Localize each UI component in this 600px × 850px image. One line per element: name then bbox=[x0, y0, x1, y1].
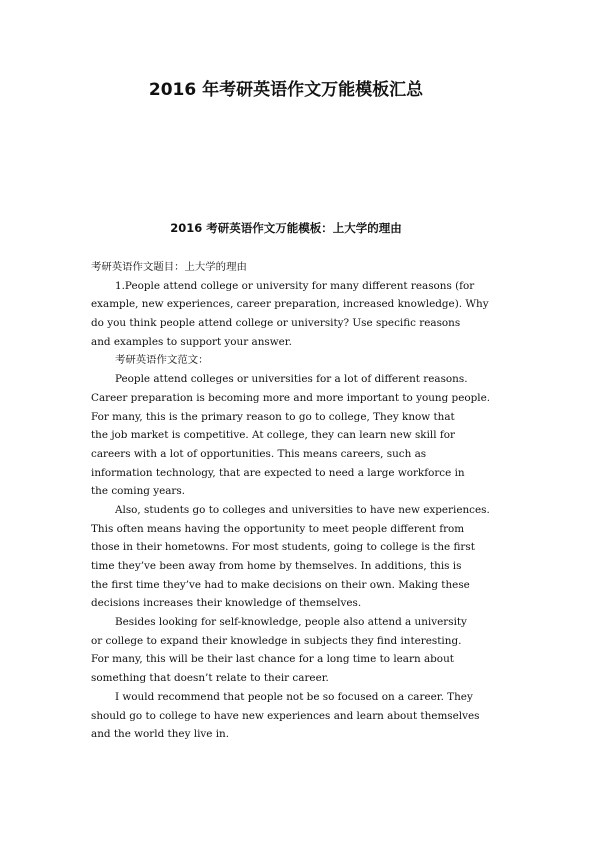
text-line: 考研英语作文范文： bbox=[115, 354, 209, 367]
text-line: something that doesn’t relate to their career. bbox=[91, 672, 329, 685]
text-line: I would recommend that people not be so focused on a career. They bbox=[115, 690, 473, 703]
text-line: time they’ve been away from home by themselves. In additions, this is bbox=[91, 560, 462, 572]
text-line: the job market is competitive. At college, they can learn new skill for bbox=[91, 429, 455, 442]
text-line: the coming years. bbox=[91, 485, 186, 498]
text-line: For many, this will be their last chance for a long time to learn about bbox=[91, 653, 454, 666]
text-line: example, new experiences, career preparation, increased knowledge). Why bbox=[91, 298, 489, 311]
text-line: and the world they live in. bbox=[91, 728, 230, 741]
text-line: For many, this is the primary reason to go to college, They know that bbox=[91, 410, 455, 423]
text-line: Besides looking for self-knowledge, people also attend a university bbox=[115, 616, 467, 629]
text-line: do you think people attend college or university? Use specific reasons bbox=[91, 317, 461, 330]
essay-body bbox=[91, 258, 501, 744]
document-title: 2016 年考研英语作文万能模板汇总 bbox=[148, 80, 424, 100]
text-line: Career preparation is becoming more and more important to young people. bbox=[91, 391, 491, 404]
text-line: those in their hometowns. For most students, going to college is the first bbox=[91, 541, 475, 554]
text-line: This often means having the opportunity to meet people different from bbox=[91, 522, 465, 535]
text-line: careers with a lot of opportunities. This means careers, such as bbox=[91, 447, 427, 460]
text-line: should go to college to have new experiences and learn about themselves bbox=[91, 709, 480, 722]
text-line: information technology, that are expected to need a large workforce in bbox=[91, 466, 465, 479]
text-line: the first time they’ve had to make decisions on their own. Making these bbox=[91, 578, 470, 591]
section-title: 2016 考研英语作文万能模板：上大学的理由 bbox=[170, 221, 402, 235]
text-line: decisions increases their knowledge of themselves. bbox=[91, 597, 362, 610]
text-line: Also, students go to colleges and universities to have new experiences. bbox=[115, 503, 490, 516]
text-line: People attend colleges or universities for a lot of different reasons. bbox=[115, 373, 468, 386]
text-line: and examples to support your answer. bbox=[91, 335, 292, 348]
text-line: 考研英语作文题目：上大学的理由 bbox=[91, 261, 247, 273]
text-line: 1.People attend college or university for many different reasons (for bbox=[115, 279, 475, 292]
text-line: or college to expand their knowledge in subjects they find interesting. bbox=[91, 634, 462, 647]
